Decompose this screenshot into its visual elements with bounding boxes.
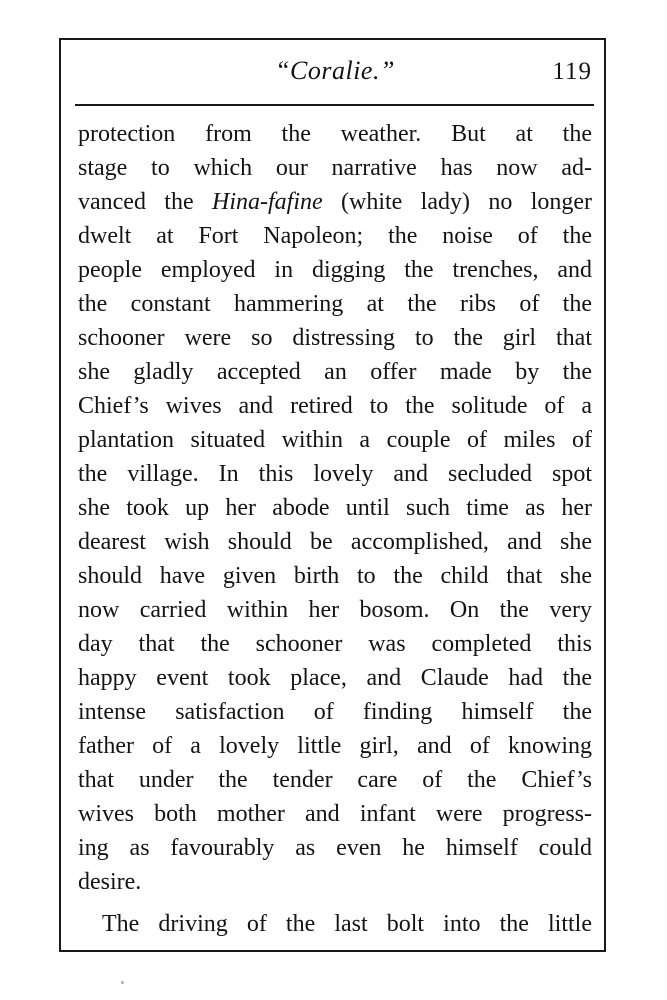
running-title: “Coralie.” (275, 56, 395, 85)
text-line: she took up her abode until such time as her (78, 495, 592, 521)
paragraph-2 (78, 907, 592, 941)
text-line: people employed in digging the trenches, and (78, 257, 592, 283)
text-line: the village. In this lovely and secluded spot (78, 461, 592, 487)
text-line: ing as favourably as even he himself could (78, 835, 592, 861)
italic-term: Hina-fafine (212, 189, 323, 215)
text-line (78, 185, 592, 219)
text-line: dwelt at Fort Napoleon; the noise of the (78, 223, 592, 249)
text-line: The driving of the last bolt into the little (102, 911, 592, 937)
page-number: 119 (552, 58, 592, 85)
text-line: she gladly accepted an offer made by the (78, 359, 592, 385)
text-line: should have given birth to the child that she (78, 563, 592, 589)
text-line: stage to which our narrative has now ad- (78, 155, 592, 181)
text-segment: (white lady) no longer (322, 189, 592, 215)
text-line: protection from the weather. But at the (78, 121, 592, 147)
header-rule (75, 104, 594, 106)
text-line: intense satisfaction of finding himself the (78, 699, 592, 725)
text-line: dearest wish should be accomplished, and she (78, 529, 592, 555)
paper-speck (121, 981, 124, 984)
text-segment: vanced the (78, 189, 212, 215)
paragraph-gap (78, 899, 592, 907)
text-line: desire. (78, 869, 142, 895)
text-line: the constant hammering at the ribs of the (78, 291, 592, 317)
text-line: schooner were so distressing to the girl that (78, 325, 592, 351)
body-text (78, 117, 592, 941)
text-line: Chief’s wives and retired to the solitude of a (78, 393, 592, 419)
text-line: happy event took place, and Claude had the (78, 665, 592, 691)
text-line: day that the schooner was completed this (78, 631, 592, 657)
text-line: that under the tender care of the Chief’s (78, 767, 592, 793)
paragraph-1 (78, 117, 592, 899)
running-head (78, 56, 592, 96)
text-line: plantation situated within a couple of miles of (78, 427, 592, 453)
text-line: wives both mother and infant were progress- (78, 801, 592, 827)
text-line: father of a lovely little girl, and of knowing (78, 733, 592, 759)
text-line: now carried within her bosom. On the very (78, 597, 592, 623)
